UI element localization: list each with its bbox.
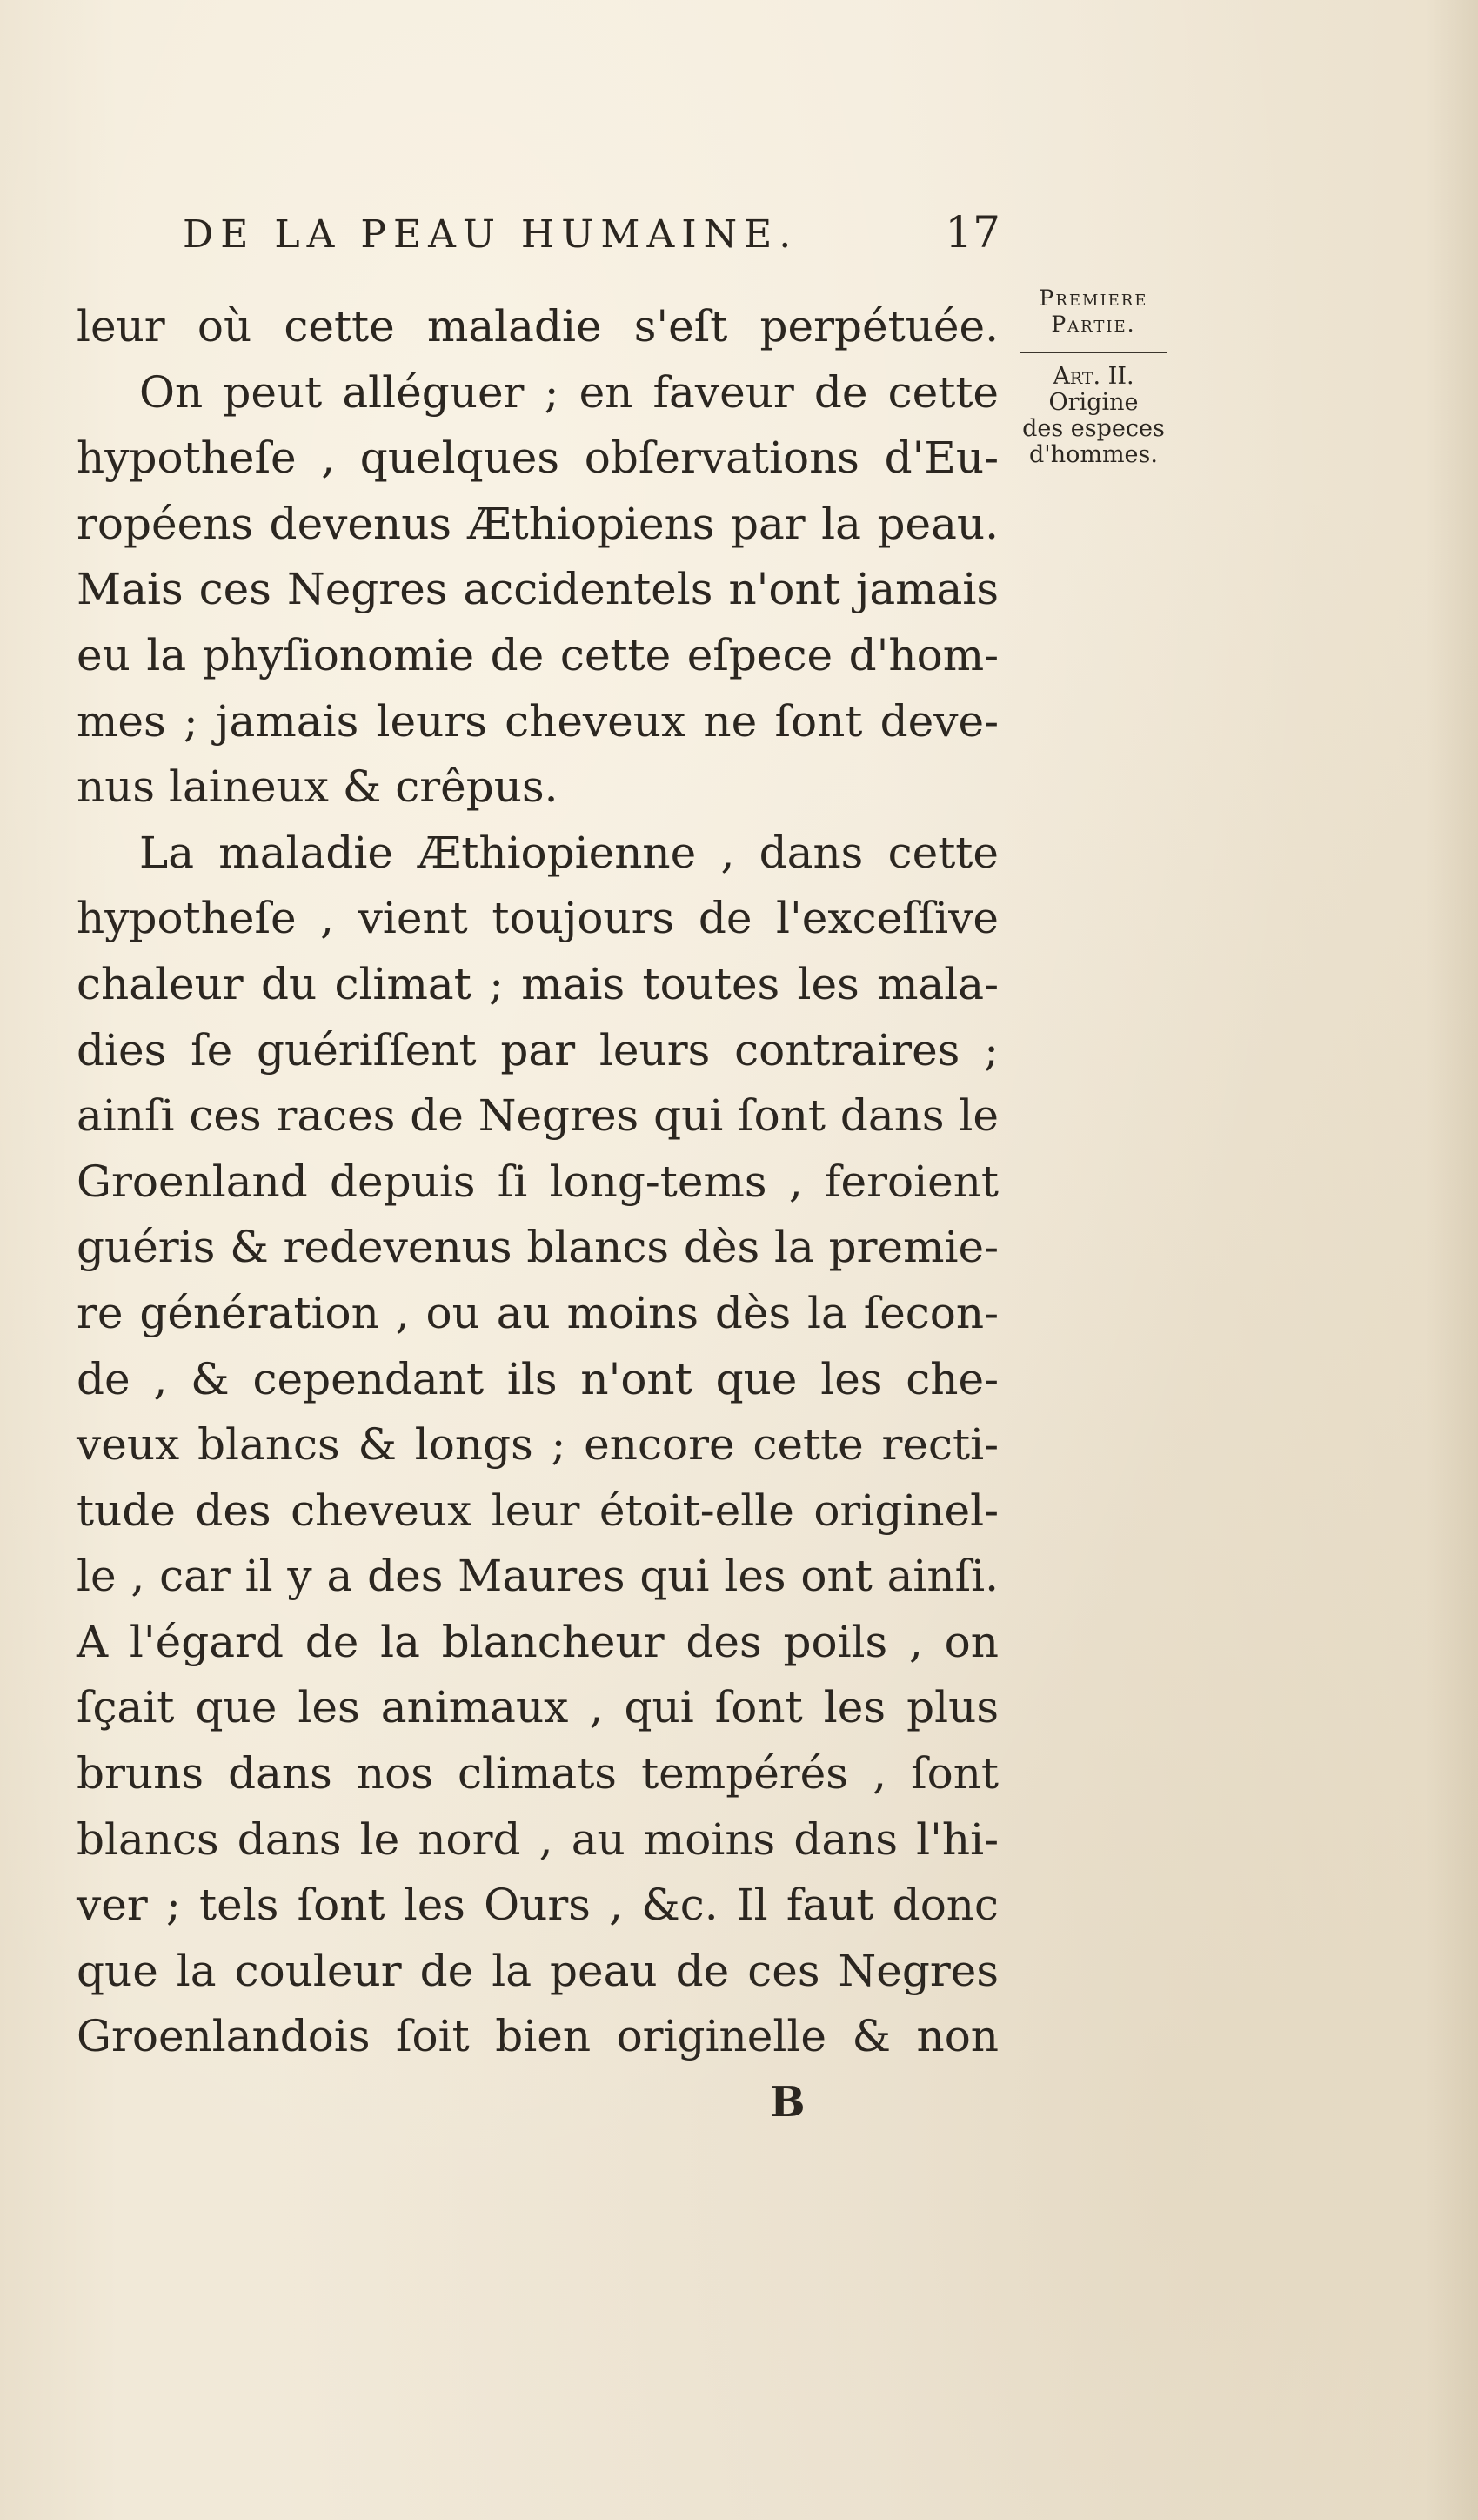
body-text [77, 294, 999, 2070]
text-line: le , car il y a des Maures qui les ont ainſi. [77, 1551, 999, 1602]
text-line: Groenlandois ſoit bien originelle & non [77, 2011, 999, 2062]
text-line: chaleur du climat ; mais toutes les mala- [77, 958, 999, 1009]
text-line: que la couleur de la peau de ces Negres [77, 1945, 999, 1996]
text-line: re génération , ou au moins dès la ſecon- [77, 1287, 999, 1338]
text-line: ver ; tels ſont les Ours , &c. Il faut donc [77, 1880, 999, 1931]
text-line: bruns dans nos climats tempérés , ſont [77, 1748, 999, 1800]
running-head [183, 207, 1000, 268]
text-line: dies ſe guériſſent par leurs contraires ; [77, 1024, 999, 1076]
page-number: 17 [945, 207, 1000, 258]
margin-article: Art. II. [1053, 363, 1134, 390]
margin-subject-line-2: des especes [1022, 415, 1165, 442]
text-line: guéris & redevenus blancs dès la premie- [77, 1222, 999, 1273]
margin-part-line-1: Premiere [1039, 285, 1148, 311]
text-line: ſçait que les animaux , qui ſont les plus [77, 1682, 999, 1733]
text-line: de , & cependant ils n'ont que les che- [77, 1353, 999, 1404]
margin-note [1002, 285, 1185, 468]
text-line: ropéens devenus Æthiopiens par la peau. [77, 498, 999, 549]
page-edge-shadow [1426, 0, 1478, 2520]
text-line: La maladie Æthiopienne , dans cette [139, 827, 999, 878]
text-line: nus laineux & crêpus. [77, 761, 558, 813]
text-line: mes ; jamais leurs cheveux ne ſont deve- [77, 695, 999, 747]
text-line: leur où cette maladie s'eſt perpétuée. [77, 301, 999, 352]
text-line: Mais ces Negres accidentels n'ont jamais [77, 564, 999, 615]
text-line: Groenland depuis ſi long-tems , feroient [77, 1156, 999, 1207]
text-line: hypotheſe , vient toujours de l'exceſſive [77, 893, 999, 944]
margin-subject-line-3: d'hommes. [1029, 441, 1158, 468]
text-line: veux blancs & longs ; encore cette recti- [77, 1419, 999, 1471]
running-title: DE LA PEAU HUMAINE. [183, 212, 799, 257]
text-line: eu la phyſionomie de cette eſpece d'hom- [77, 629, 999, 680]
margin-rule [1020, 352, 1167, 353]
text-line: ainſi ces races de Negres qui ſont dans le [77, 1090, 999, 1142]
margin-subject-line-1: Origine [1048, 389, 1139, 416]
margin-part-line-2: Partie. [1051, 312, 1136, 337]
text-line: On peut alléguer ; en faveur de cette [139, 366, 999, 418]
text-line: hypotheſe , quelques obſervations d'Eu- [77, 432, 999, 484]
signature-mark: B [770, 2078, 806, 2127]
text-line: blancs dans le nord , au moins dans l'hi- [77, 1813, 999, 1865]
text-line: A l'égard de la blancheur des poils , on [77, 1616, 999, 1667]
text-line: tude des cheveux leur étoit-elle originel- [77, 1485, 999, 1536]
